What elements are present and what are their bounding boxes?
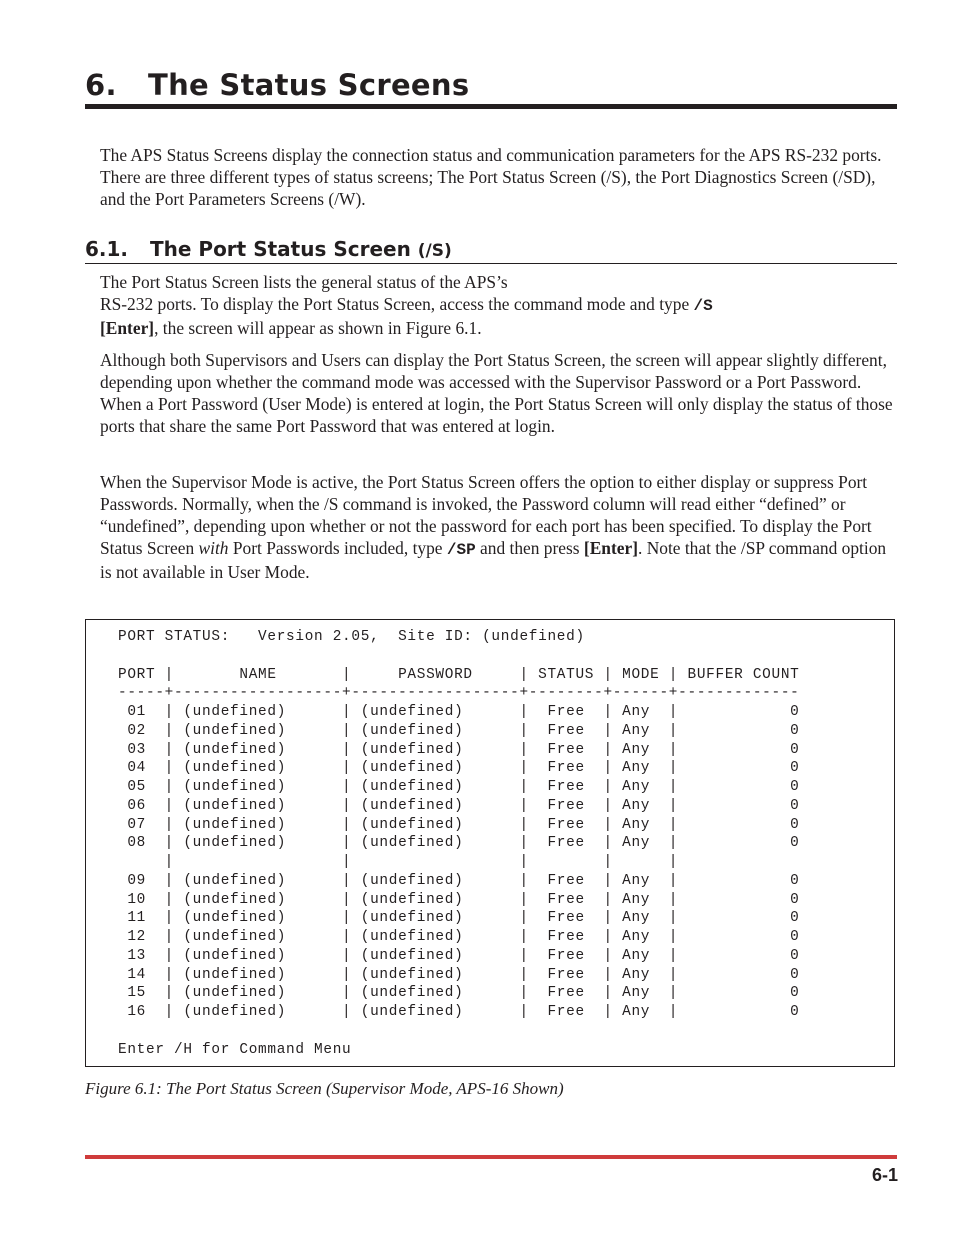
command-sp: /SP	[446, 541, 476, 559]
screen-header: PORT STATUS: Version 2.05, Site ID: (undefined)	[118, 629, 585, 645]
footer-rule	[85, 1155, 897, 1159]
para3-text3: and then press	[480, 538, 580, 558]
table-row: 01 | (undefined) | (undefined) | Free | Any | 0	[118, 704, 800, 720]
table-row: 06 | (undefined) | (undefined) | Free | Any | 0	[118, 797, 800, 814]
page-number: 6-1	[871, 1165, 898, 1185]
para3-text1: When the Supervisor Mode is active, the Port Status Screen offers the option to either display or suppress Port Passwords. Normally, when the /S command is invoked, the Password column will read either “defined” or “undefined”, depending upon whether or not the password for each port has been specified. To display the Port Status Screen	[100, 472, 872, 558]
para3-italic: with	[198, 538, 229, 558]
chapter-title-text: The Status Screens	[148, 68, 470, 102]
screen-column-headers: PORT | NAME | PASSWORD | STATUS | MODE | BUFFER COUNT	[118, 666, 800, 683]
para3-text4: . Note that the /SP command option is not available in User Mode.	[100, 538, 887, 582]
table-row: 10 | (undefined) | (undefined) | Free | Any | 0	[118, 891, 800, 908]
table-row: 04 | (undefined) | (undefined) | Free | Any | 0	[118, 760, 800, 777]
paragraph-2: Although both Supervisors and Users can display the Port Status Screen, the screen will appear slightly different, depending upon whether the command mode was accessed with the Supervisor Password or a Port Password. When a Port Password (User Mode) is entered at login, the Port Status Screen will only display the status of those ports that share the same Port Password that was entered at login.	[100, 350, 893, 436]
section-heading	[85, 236, 897, 264]
figure-caption: Figure 6.1: The Port Status Screen (Supervisor Mode, APS-16 Shown)	[85, 1079, 564, 1098]
table-row: 11 | (undefined) | (undefined) | Free | Any | 0	[118, 910, 800, 927]
chapter-number: 6.	[85, 68, 117, 102]
screen-separator: -----+------------------+------------------+--------+------+-------------	[118, 685, 800, 702]
para1-text-after: , the screen will appear as shown in Figure 6.1.	[154, 318, 482, 338]
table-row: 03 | (undefined) | (undefined) | Free | Any | 0	[118, 741, 800, 758]
terminal-output	[118, 628, 800, 1059]
table-row: 16 | (undefined) | (undefined) | Free | Any | 0	[118, 1004, 800, 1020]
table-row: 07 | (undefined) | (undefined) | Free | Any | 0	[118, 816, 800, 833]
table-row: 12 | (undefined) | (undefined) | Free | Any | 0	[118, 929, 800, 945]
table-row: 15 | (undefined) | (undefined) | Free | Any | 0	[118, 985, 800, 1002]
table-row: 14 | (undefined) | (undefined) | Free | Any | 0	[118, 966, 800, 983]
screen-footer: Enter /H for Command Menu	[118, 1041, 352, 1058]
port-status-screen	[85, 619, 895, 1067]
paragraph-1	[100, 271, 900, 339]
paragraph-3	[100, 471, 900, 583]
table-row: 13 | (undefined) | (undefined) | Free | Any | 0	[118, 947, 800, 964]
section-command: (/S)	[417, 241, 452, 261]
para1-line1: The Port Status Screen lists the general status of the APS’s	[100, 272, 508, 292]
enter-key-label-2: [Enter]	[583, 538, 638, 558]
table-row: 05 | (undefined) | (undefined) | Free | Any | 0	[118, 779, 800, 795]
section-title-text: The Port Status Screen	[150, 237, 411, 261]
command-s: /S	[693, 297, 713, 315]
table-row: 02 | (undefined) | (undefined) | Free | Any | 0	[118, 722, 800, 739]
table-row: 09 | (undefined) | (undefined) | Free | Any | 0	[118, 872, 800, 889]
para1-text-before: RS-232 ports. To display the Port Status Screen, access the command mode and type	[100, 294, 690, 314]
screen-spacer-row: | | | | |	[118, 854, 679, 870]
table-row: 08 | (undefined) | (undefined) | Free | Any | 0	[118, 835, 800, 852]
para3-text2: Port Passwords included, type	[232, 538, 443, 558]
enter-key-label: [Enter]	[100, 318, 155, 338]
chapter-title	[85, 66, 897, 109]
section-number: 6.1.	[85, 237, 129, 261]
intro-paragraph: The APS Status Screens display the connection status and communication parameters for the APS RS-232 ports. There are three different types of status screens; The Port Status Screen (/S), the Port Diagnostics Screen (/SD), and the Port Parameters Screens (/W).	[100, 145, 882, 209]
